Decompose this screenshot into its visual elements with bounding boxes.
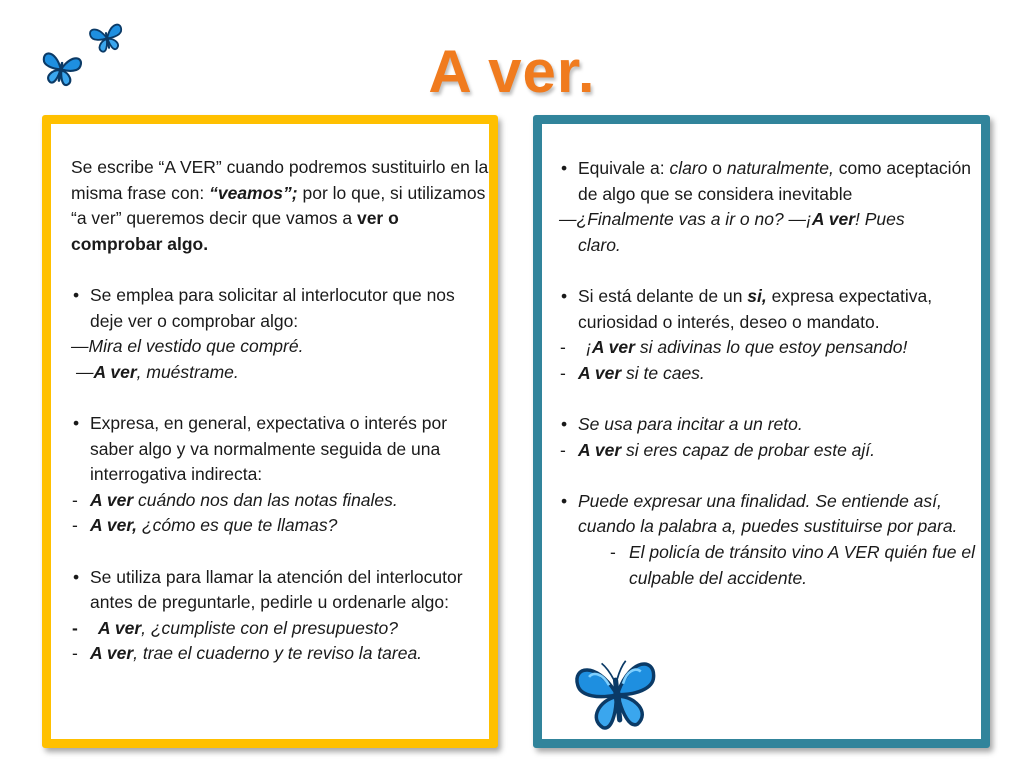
example-line: - A ver si eres capaz de probar este ají. bbox=[560, 439, 876, 460]
list-item: • Puede expresar una finalidad. Se entiende así, cuando la palabra a, puedes sustituirse por para. bbox=[561, 490, 958, 537]
list-item: • Si está delante de un si, expresa expectativa, curiosidad o interés, deseo o mandato. bbox=[561, 285, 933, 332]
left-panel bbox=[42, 115, 498, 748]
example-line: - A ver si te caes. bbox=[560, 362, 705, 383]
butterfly-icon bbox=[572, 655, 662, 733]
example-line: - A ver, trae el cuaderno y te reviso la tarea. bbox=[72, 643, 423, 664]
example-line: - A ver, ¿cómo es que te llamas? bbox=[72, 515, 338, 536]
example-line: claro. bbox=[578, 234, 621, 255]
example-line: - A ver, ¿cumpliste con el presupuesto? bbox=[72, 617, 398, 638]
left-panel-text bbox=[71, 155, 491, 667]
intro-paragraph: Se escribe “A VER” cuando podremos sustituirlo en la misma frase con: “veamos”; por lo que, si utilizamos “a ver” queremos decir que vamos a ver o comprobar algo. bbox=[71, 157, 489, 254]
list-item: • Se usa para incitar a un reto. bbox=[561, 413, 803, 434]
example-line: —Mira el vestido que compré. bbox=[71, 336, 304, 357]
list-item: • Equivale a: claro o naturalmente, como aceptación de algo que se considera inevitable bbox=[561, 158, 972, 204]
list-item: • Se emplea para solicitar al interlocutor que nos deje ver o comprobar algo: bbox=[73, 284, 455, 331]
list-item: • Expresa, en general, expectativa o interés por saber algo y va normalmente seguida de una interrogativa indirecta: bbox=[73, 412, 448, 485]
right-panel-text bbox=[559, 156, 979, 591]
example-line: —¿Finalmente vas a ir o no? —¡A ver! Pues bbox=[559, 209, 905, 230]
example-line: —A ver, muéstrame. bbox=[76, 361, 239, 382]
list-item: • Se utiliza para llamar la atención del interlocutor antes de preguntarle, pedirle u ordenarle algo: bbox=[73, 566, 463, 613]
example-line: - ¡A ver si adivinas lo que estoy pensando! bbox=[560, 337, 908, 358]
page-title: A ver. bbox=[428, 38, 596, 105]
right-panel bbox=[533, 115, 990, 748]
example-line: - El policía de tránsito vino A VER quién fue el culpable del accidente. bbox=[610, 541, 975, 588]
example-line: - A ver cuándo nos dan las notas finales. bbox=[72, 489, 398, 510]
